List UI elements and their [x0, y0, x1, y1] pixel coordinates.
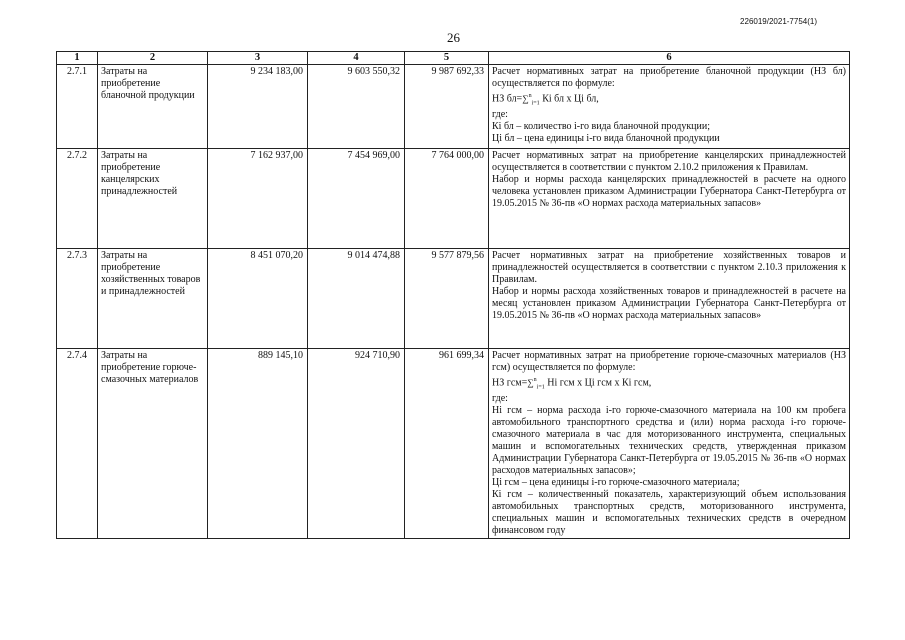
page-number: 26 [447, 30, 460, 45]
row-value-3: 961 699,34 [405, 349, 489, 539]
description-line: Кi гсм – количественный показатель, характеризующий объем использования автомобильных транспортных средств, моторизованного инструмента, специальных машин и вспомогательных технических средств в очередном финансовом году [492, 489, 846, 537]
row-value-1: 8 451 070,20 [208, 249, 308, 349]
table-row [57, 65, 850, 149]
header-cell: 6 [489, 52, 850, 65]
row-description [489, 149, 850, 249]
header-cell: 4 [308, 52, 405, 65]
description-where: где: [492, 393, 508, 405]
description-intro: Расчет нормативных затрат на приобретение горюче-смазочных материалов (НЗ гсм) осуществляется по формуле: [492, 350, 846, 373]
row-value-1: 9 234 183,00 [208, 65, 308, 149]
row-description [489, 249, 850, 349]
header-cell: 3 [208, 52, 308, 65]
formula: НЗ бл=∑$^n_{i=1}$ Кi бл x Цi бл, [492, 93, 599, 107]
row-value-3: 9 577 879,56 [405, 249, 489, 349]
row-description [489, 349, 850, 539]
row-value-2: 9 014 474,88 [308, 249, 405, 349]
cost-table [56, 51, 850, 539]
row-value-2: 7 454 969,00 [308, 149, 405, 249]
document-id: 226019/2021-7754(1) [740, 17, 817, 26]
description-line: Цi гсм – цена единицы i-го горюче-смазочного материала; [492, 477, 740, 489]
row-code: 2.7.1 [57, 65, 98, 149]
row-name: Затраты на приобретение бланочной продукции [98, 65, 208, 149]
header-cell: 5 [405, 52, 489, 65]
row-name: Затраты на приобретение канцелярских принадлежностей [98, 149, 208, 249]
header-row [57, 52, 850, 65]
row-value-3: 9 987 692,33 [405, 65, 489, 149]
row-value-1: 7 162 937,00 [208, 149, 308, 249]
description-intro: Расчет нормативных затрат на приобретение бланочной продукции (НЗ бл) осуществляется по формуле: [492, 66, 846, 89]
row-code: 2.7.4 [57, 349, 98, 539]
row-value-2: 9 603 550,32 [308, 65, 405, 149]
row-code: 2.7.2 [57, 149, 98, 249]
row-name: Затраты на приобретение хозяйственных товаров и принадлежностей [98, 249, 208, 349]
description-line: Кi бл – количество i-го вида бланочной продукции; [492, 121, 711, 133]
table-row [57, 149, 850, 249]
row-description [489, 65, 850, 149]
description-paragraph: Расчет нормативных затрат на приобретение канцелярских принадлежностей осуществляется в соответствии с пунктом 2.10.2 приложения к Правилам. [492, 150, 846, 173]
row-value-2: 924 710,90 [308, 349, 405, 539]
header-cell: 2 [98, 52, 208, 65]
description-line: Цi бл – цена единицы i-го вида бланочной продукции [492, 133, 720, 145]
row-name: Затраты на приобретение горюче-смазочных материалов [98, 349, 208, 539]
description-paragraph: Набор и нормы расхода канцелярских принадлежностей в расчете на одного человека установлен приказом Администрации Губернатора Санкт-Петербурга от 19.05.2015 № 36-пв «О нормах расхода материальных запасов» [492, 174, 846, 209]
row-value-1: 889 145,10 [208, 349, 308, 539]
description-paragraph: Набор и нормы расхода хозяйственных товаров и принадлежностей в расчете на месяц установлен приказом Администрации Губернатора Санкт-Петербурга от 19.05.2015 № 36-пв «О нормах расхода материальных запасов» [492, 286, 846, 321]
description-paragraph: Расчет нормативных затрат на приобретение хозяйственных товаров и принадлежностей осуществляется в соответствии с пунктом 2.10.3 приложения к Правилам. [492, 250, 846, 285]
row-code: 2.7.3 [57, 249, 98, 349]
table-row [57, 349, 850, 539]
description-where: где: [492, 109, 508, 121]
formula: НЗ гсм=∑$^n_{i=1}$ Нi гсм x Цi гсм x Кi гсм, [492, 377, 652, 391]
description-line: Нi гсм – норма расхода i-го горюче-смазочного материала на 100 км пробега автомобильного транспортного средства и (или) норма расхода i-го горюче-смазочного материала в час для моторизованного инструмента, специальных машин и вспомогательных технических средств, утвержденная приказом Администрации Губернатора Санкт-Петербурга от 19.05.2015 № 36-пв «О нормах расходов материальных запасов»; [492, 405, 846, 477]
table-row [57, 249, 850, 349]
header-cell: 1 [57, 52, 98, 65]
row-value-3: 7 764 000,00 [405, 149, 489, 249]
